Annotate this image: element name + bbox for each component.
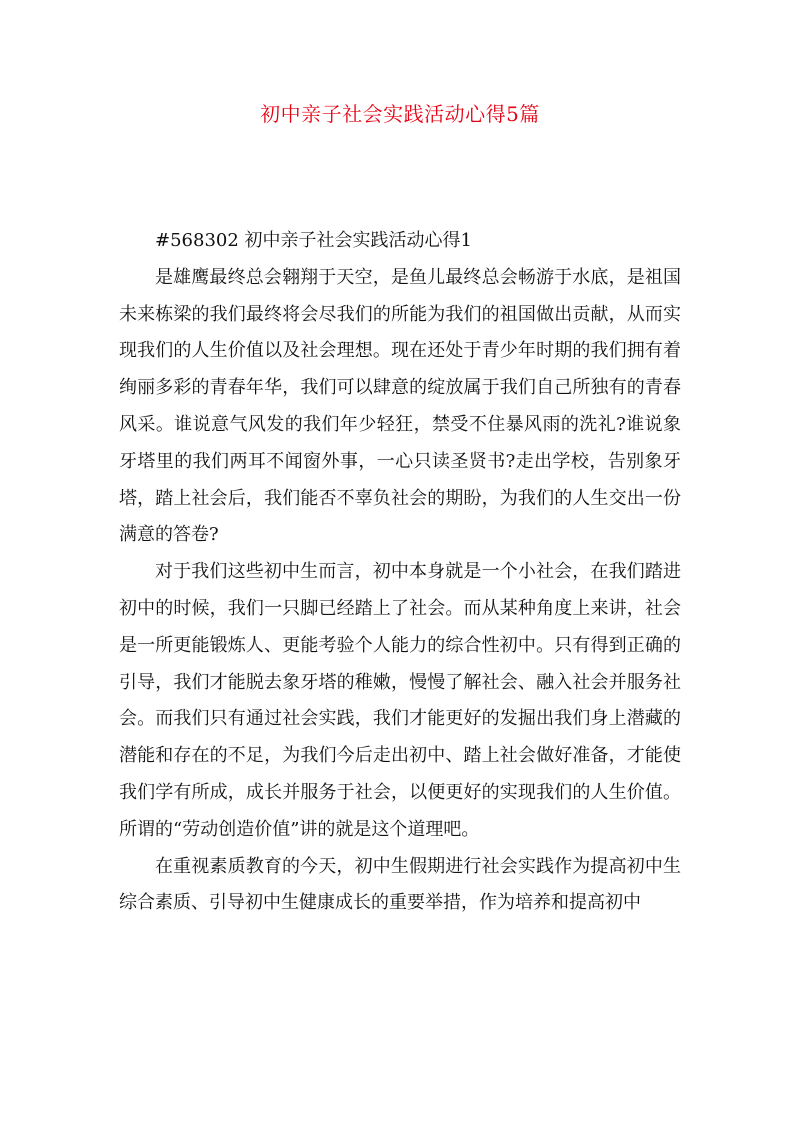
paragraph-2: 对于我们这些初中生而言，初中本身就是一个小社会，在我们踏进初中的时候，我们一只脚已经踏上了社会。而从某种角度上来讲，社会是一所更能锻炼人、更能考验个人能力的综合性初中。只有得到正确的引导，我们才能脱去象牙塔的稚嫩，慢慢了解社会、融入社会并服务社会。而我们只有通过社会实践，我们才能更好的发掘出我们身上潜藏的潜能和存在的不足，为我们今后走出初中、踏上社会做好准备，才能使我们学有所成，成长并服务于社会，以便更好的实现我们的人生价值。所谓的“劳动创造价值”讲的就是这个道理吧。 — [119, 561, 681, 840]
document-body — [119, 223, 681, 922]
paragraph-1: 是雄鹰最终总会翱翔于天空，是鱼儿最终总会畅游于水底，是祖国未来栋梁的我们最终将会尽我们的所能为我们的祖国做出贡献，从而实现我们的人生价值以及社会理想。现在还处于青少年时期的我们拥有着绚丽多彩的青春年华，我们可以肆意的绽放属于我们自己所独有的青春风采。谁说意气风发的我们年少轻狂，禁受不住暴风雨的洗礼?谁说象牙塔里的我们两耳不闻窗外事，一心只读圣贤书?走出学校，告别象牙塔，踏上社会后，我们能否不辜负社会的期盼，为我们的人生交出一份满意的答卷? — [119, 266, 681, 546]
document-title: 初中亲子社会实践活动心得5篇 — [260, 102, 540, 126]
section-heading: #568302 初中亲子社会实践活动心得1 — [155, 230, 472, 251]
paragraph-3: 在重视素质教育的今天，初中生假期进行社会实践作为提高初中生综合素质、引导初中生健康成长的重要举措，作为培养和提高初中 — [119, 855, 681, 914]
